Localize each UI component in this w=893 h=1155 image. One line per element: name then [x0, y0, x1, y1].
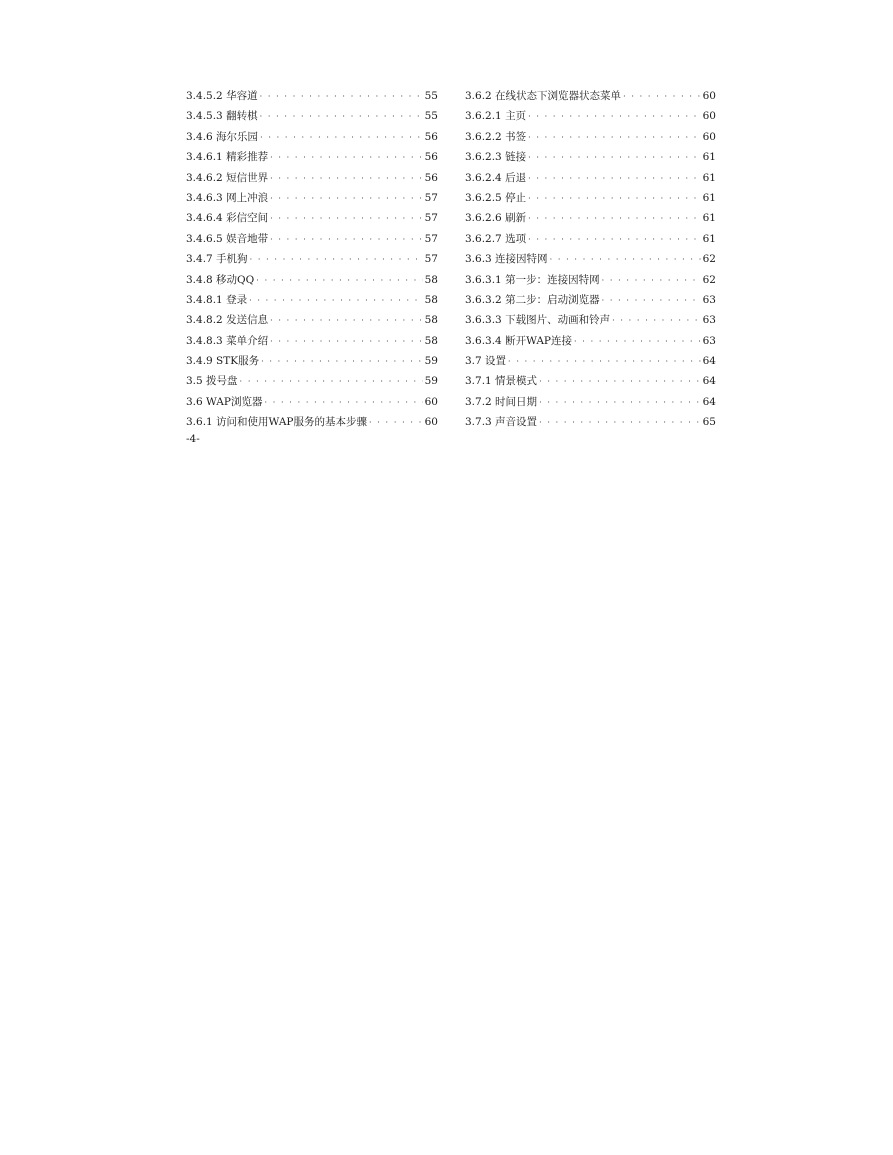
toc-dot-leader — [249, 294, 423, 308]
toc-dot-leader — [528, 131, 701, 145]
toc-entry — [186, 150, 438, 170]
toc-entry-title: 3.7.2 时间日期 — [465, 395, 538, 408]
toc-entry-page: 55 — [424, 90, 438, 102]
toc-entry — [465, 273, 716, 293]
toc-entry-page: 60 — [702, 110, 716, 123]
toc-entry — [465, 150, 716, 170]
toc-dot-leader — [270, 314, 423, 328]
toc-entry-title: 3.4.8.2 发送信息 — [186, 314, 269, 327]
toc-dot-leader — [528, 233, 701, 247]
toc-entry — [186, 395, 438, 415]
toc-entry-page: 57 — [424, 253, 438, 266]
toc-entry-title: 3.6.1 访问和使用WAP服务的基本步骤 — [186, 416, 367, 429]
toc-entry-title: 3.4.8.1 登录 — [186, 293, 248, 306]
toc-entry — [186, 191, 438, 211]
toc-entry — [186, 334, 438, 354]
toc-dot-leader — [260, 90, 423, 104]
toc-entry-page: 64 — [702, 375, 716, 388]
toc-entry — [186, 171, 438, 191]
toc-entry-title: 3.4.6.2 短信世界 — [186, 171, 269, 184]
toc-dot-leader — [270, 233, 423, 247]
toc-entry-title: 3.4.6.1 精彩推荐 — [186, 151, 269, 164]
toc-dot-leader — [240, 375, 423, 389]
toc-entry-title: 3.4.6.5 娱音地带 — [186, 232, 269, 245]
toc-entry-page: 58 — [424, 273, 438, 286]
toc-dot-leader — [270, 212, 423, 226]
toc-dot-leader — [270, 335, 423, 349]
toc-entry — [465, 89, 716, 109]
toc-entry — [465, 293, 716, 313]
toc-entry-title: 3.5 拨号盘 — [186, 375, 238, 388]
toc-entry — [186, 252, 438, 272]
toc-entry — [186, 313, 438, 333]
toc-entry-page: 56 — [424, 130, 438, 143]
toc-entry — [465, 171, 716, 191]
toc-entry-page: 60 — [702, 130, 716, 143]
toc-entry-title: 3.7 设置 — [465, 355, 507, 368]
toc-entry-title: 3.7.3 声音设置 — [465, 416, 538, 429]
toc-entry-title: 3.6.2.7 选项 — [465, 232, 527, 245]
toc-entry-page: 62 — [702, 273, 716, 286]
toc-entry-page: 61 — [702, 171, 716, 184]
toc-entry-title: 3.6.2.6 刷新 — [465, 212, 527, 225]
toc-entry-title: 3.4.7 手机狗 — [186, 253, 248, 266]
toc-entry-page: 58 — [424, 334, 438, 347]
toc-entry — [465, 313, 716, 333]
toc-entry — [186, 109, 438, 129]
toc-entry-title: 3.6.2 在线状态下浏览器状态菜单 — [465, 90, 622, 102]
toc-dot-leader — [602, 274, 701, 288]
toc-entry — [465, 252, 716, 272]
toc-entry — [186, 232, 438, 252]
toc-entry — [465, 191, 716, 211]
toc-dot-leader — [250, 253, 423, 267]
toc-dot-leader — [270, 172, 423, 186]
toc-entry — [186, 374, 438, 394]
toc-entry — [465, 374, 716, 394]
toc-entry-title: 3.6.2.4 后退 — [465, 171, 527, 184]
toc-entry-page: 57 — [424, 232, 438, 245]
toc-entry — [186, 130, 438, 150]
toc-entry-page: 57 — [424, 191, 438, 204]
toc-entry-title: 3.4.6.3 网上冲浪 — [186, 191, 269, 204]
toc-dot-leader — [264, 396, 422, 410]
toc-entry-title: 3.6.2.1 主页 — [465, 110, 527, 123]
toc-entry-title: 3.6 WAP浏览器 — [186, 395, 263, 408]
toc-entry — [465, 354, 716, 374]
toc-entry-title: 3.4.8.3 菜单介绍 — [186, 334, 269, 347]
toc-entry-page: 58 — [424, 293, 438, 306]
toc-entry-title: 3.4.8 移动QQ — [186, 273, 255, 286]
toc-entry-page: 61 — [702, 212, 716, 225]
toc-entry — [186, 415, 438, 435]
toc-dot-leader — [539, 396, 701, 410]
page-number: -4- — [186, 433, 200, 445]
toc-entry-page: 59 — [424, 355, 438, 368]
toc-dot-leader — [528, 192, 701, 206]
toc-entry-page: 65 — [702, 416, 716, 429]
toc-dot-leader — [539, 416, 701, 430]
toc-entry — [186, 354, 438, 374]
toc-dot-leader — [528, 172, 701, 186]
toc-entry-page: 64 — [702, 355, 716, 368]
toc-entry — [186, 273, 438, 293]
toc-entry-page: 60 — [424, 395, 438, 408]
toc-entry-page: 56 — [424, 171, 438, 184]
toc-entry-page: 55 — [424, 110, 438, 123]
toc-column-left — [186, 89, 438, 436]
toc-dot-leader — [528, 212, 701, 226]
toc-entry — [465, 415, 716, 435]
toc-entry-title: 3.6.3 连接因特网 — [465, 253, 548, 266]
toc-dot-leader — [270, 151, 423, 165]
toc-entry — [465, 395, 716, 415]
toc-dot-leader — [261, 355, 423, 369]
toc-dot-leader — [623, 90, 701, 104]
toc-entry-page: 58 — [424, 314, 438, 327]
toc-entry-page: 60 — [702, 90, 716, 102]
toc-entry-title: 3.4.5.3 翻转棋 — [186, 110, 258, 123]
toc-entry-title: 3.4.6 海尔乐园 — [186, 130, 259, 143]
toc-entry-title: 3.6.3.4 断开WAP连接 — [465, 334, 572, 347]
toc-entry — [465, 130, 716, 150]
toc-dot-leader — [528, 151, 701, 165]
toc-dot-leader — [508, 355, 701, 369]
toc-entry-page: 63 — [702, 314, 716, 327]
toc-column-right — [465, 89, 716, 436]
toc-dot-leader — [369, 416, 423, 430]
toc-entry-title: 3.6.2.2 书签 — [465, 130, 527, 143]
toc-dot-leader — [612, 314, 701, 328]
toc-entry — [465, 109, 716, 129]
toc-entry-title: 3.4.5.2 华容道 — [186, 90, 258, 102]
toc-entry-page: 62 — [702, 253, 716, 266]
toc-entry — [186, 293, 438, 313]
toc-dot-leader — [260, 131, 423, 145]
toc-entry-title: 3.6.2.3 链接 — [465, 151, 527, 164]
toc-dot-leader — [539, 375, 701, 389]
toc-dot-leader — [256, 274, 422, 288]
toc-entry-title: 3.4.9 STK服务 — [186, 355, 260, 368]
toc-entry — [465, 334, 716, 354]
toc-entry-page: 64 — [702, 395, 716, 408]
toc-entry-title: 3.6.3.3 下载图片、动画和铃声 — [465, 314, 611, 327]
toc-entry-page: 63 — [702, 293, 716, 306]
toc-dot-leader — [550, 253, 701, 267]
toc-entry-page: 56 — [424, 151, 438, 164]
toc-entry-title: 3.6.2.5 停止 — [465, 191, 527, 204]
toc-entry — [186, 89, 438, 109]
toc-entry-title: 3.4.6.4 彩信空间 — [186, 212, 269, 225]
toc-entry-page: 59 — [424, 375, 438, 388]
toc-entry — [465, 232, 716, 252]
toc-entry-page: 57 — [424, 212, 438, 225]
toc-entry-page: 63 — [702, 334, 716, 347]
toc-entry — [186, 211, 438, 231]
toc-dot-leader — [528, 110, 701, 124]
toc-entry-page: 61 — [702, 232, 716, 245]
toc-entry-title: 3.7.1 情景模式 — [465, 375, 538, 388]
toc-entry-page: 60 — [424, 416, 438, 429]
toc-entry-title: 3.6.3.2 第二步：启动浏览器 — [465, 293, 600, 306]
toc-entry-page: 61 — [702, 191, 716, 204]
toc-dot-leader — [574, 335, 701, 349]
toc-entry-title: 3.6.3.1 第一步：连接因特网 — [465, 273, 600, 286]
toc-entry-page: 61 — [702, 151, 716, 164]
toc-entry — [465, 211, 716, 231]
toc-dot-leader — [602, 294, 701, 308]
toc-dot-leader — [260, 110, 423, 124]
toc-dot-leader — [270, 192, 423, 206]
